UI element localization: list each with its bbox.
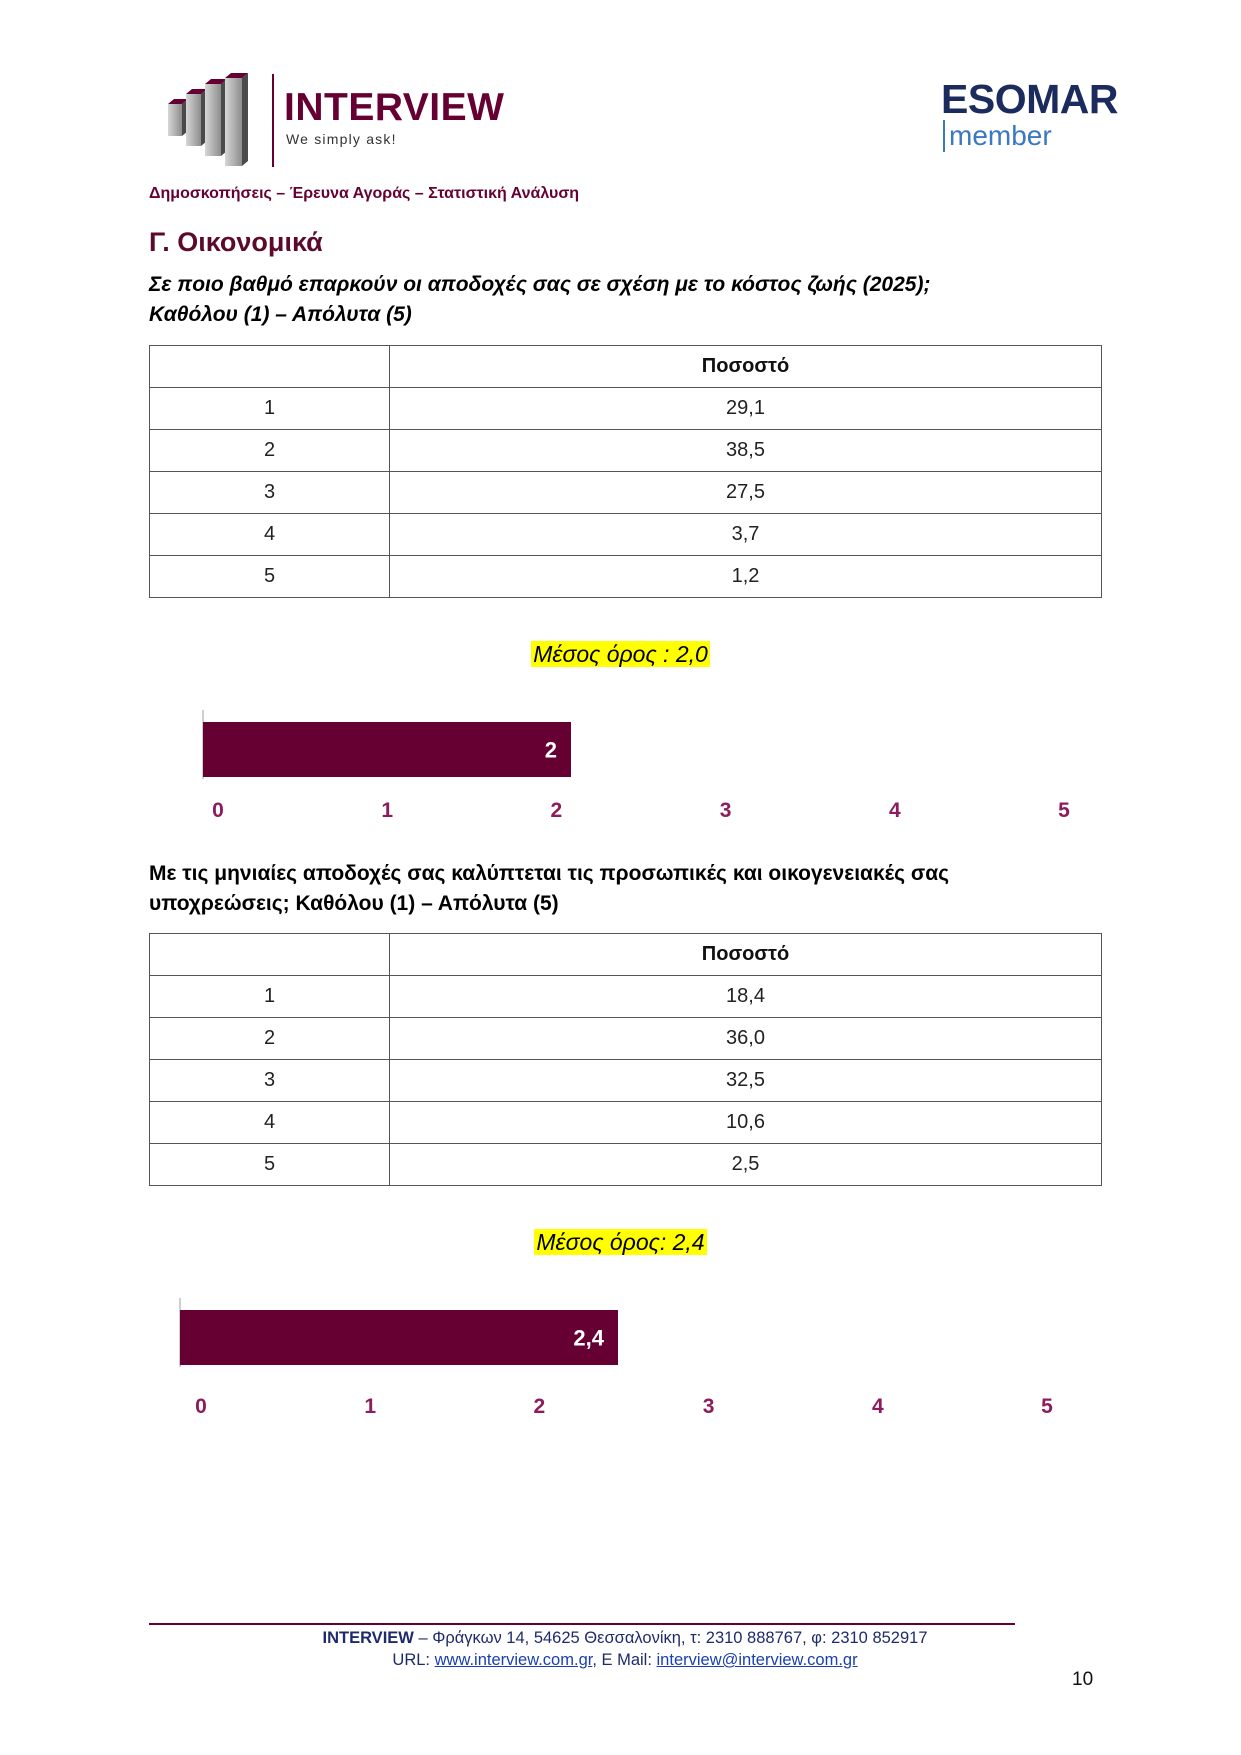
table-header-percent: Ποσοστό — [390, 934, 1102, 976]
row-label: 3 — [150, 472, 390, 514]
row-value: 29,1 — [390, 388, 1102, 430]
question-1-text: Σε ποιο βαθμό επαρκούν οι αποδοχές σας σε σχέση με το κόστος ζωής (2025); — [149, 273, 931, 296]
row-value: 10,6 — [390, 1102, 1102, 1144]
footer-address-text: – Φράγκων 14, 54625 Θεσσαλονίκη, τ: 2310 888767, φ: 2310 852917 — [413, 1629, 928, 1647]
chart-data-label: 2,4 — [573, 1325, 604, 1351]
table-row — [150, 976, 1102, 1018]
question-2-text: Με τις μηνιαίες αποδοχές σας καλύπτεται τις προσωπικές και οικογενειακές σας — [149, 862, 950, 885]
table-row — [150, 430, 1102, 472]
question-2-mean-bar-chart — [0, 1290, 1241, 1425]
chart-tick-label: 5 — [1058, 799, 1070, 822]
table-row — [150, 1102, 1102, 1144]
chart-tick-label: 3 — [719, 799, 732, 822]
chart-tick-label: 1 — [364, 1395, 377, 1418]
table-row — [150, 1144, 1102, 1186]
footer-address — [149, 1628, 1101, 1648]
footer-company: INTERVIEW — [322, 1629, 414, 1647]
table-header-row — [150, 346, 1102, 388]
email-link[interactable]: interview@interview.com.gr — [656, 1651, 858, 1669]
question-2-scale: υποχρεώσεις; Καθόλου (1) – Απόλυτα (5) — [149, 892, 559, 915]
row-label: 1 — [150, 976, 390, 1018]
table-row — [150, 472, 1102, 514]
question-2-mean — [0, 1228, 1241, 1256]
row-value: 38,5 — [390, 430, 1102, 472]
chart-tick-label: 2 — [550, 799, 563, 822]
row-label: 4 — [150, 514, 390, 556]
chart-tick-label: 0 — [212, 799, 224, 822]
esomar-member-label: member — [943, 120, 1052, 152]
chart-data-label: 2 — [544, 737, 557, 763]
row-label: 1 — [150, 388, 390, 430]
page-number: 10 — [1072, 1669, 1094, 1690]
footer-email-label: , E Mail: — [592, 1651, 657, 1669]
chart-tick-label: 1 — [381, 799, 394, 822]
table-header-row — [150, 934, 1102, 976]
logo-bars-icon — [166, 72, 266, 168]
table-header-percent: Ποσοστό — [390, 346, 1102, 388]
row-value: 1,2 — [390, 556, 1102, 598]
table-row — [150, 514, 1102, 556]
row-label: 2 — [150, 430, 390, 472]
question-2-table — [149, 933, 1102, 1186]
chart-tick-label: 4 — [888, 799, 901, 822]
row-value: 18,4 — [390, 976, 1102, 1018]
footer-contact — [149, 1650, 1101, 1670]
chart-bar — [203, 722, 571, 777]
table-row — [150, 556, 1102, 598]
chart-bar — [180, 1310, 618, 1365]
logo-wordmark: INTERVIEW — [284, 86, 505, 129]
question-1-scale: Καθόλου (1) – Απόλυτα (5) — [149, 303, 412, 326]
esomar-logo: ESOMAR — [941, 76, 1118, 122]
chart-tick-label: 3 — [702, 1395, 715, 1418]
table-header-empty — [150, 934, 390, 976]
website-link[interactable]: www.interview.com.gr — [434, 1651, 593, 1669]
row-value: 36,0 — [390, 1018, 1102, 1060]
row-label: 5 — [150, 556, 390, 598]
logo-divider — [272, 74, 274, 167]
table-row — [150, 1060, 1102, 1102]
section-title: Γ. Οικονομικά — [149, 227, 323, 257]
row-value: 32,5 — [390, 1060, 1102, 1102]
question-1-mean — [0, 640, 1241, 668]
row-value: 3,7 — [390, 514, 1102, 556]
row-label: 3 — [150, 1060, 390, 1102]
footer-divider — [149, 1623, 1015, 1625]
table-row — [150, 388, 1102, 430]
row-label: 2 — [150, 1018, 390, 1060]
question-1-mean-bar-chart — [0, 700, 1241, 835]
row-label: 4 — [150, 1102, 390, 1144]
row-value: 27,5 — [390, 472, 1102, 514]
mean-label: Μέσος όρος : 2,0 — [533, 641, 708, 667]
mean-label: Μέσος όρος: 2,4 — [536, 1229, 705, 1255]
chart-tick-label: 0 — [195, 1395, 207, 1418]
chart-tick-label: 2 — [533, 1395, 546, 1418]
company-subtitle: Δημοσκοπήσεις – Έρευνα Αγοράς – Στατιστική Ανάλυση — [149, 185, 580, 202]
chart-tick-label: 4 — [871, 1395, 884, 1418]
table-row — [150, 1018, 1102, 1060]
footer-url-label: URL: — [392, 1651, 435, 1669]
question-1-table — [149, 345, 1102, 598]
chart-tick-label: 5 — [1041, 1395, 1053, 1418]
table-header-empty — [150, 346, 390, 388]
row-value: 2,5 — [390, 1144, 1102, 1186]
logo-tagline: We simply ask! — [286, 131, 397, 147]
row-label: 5 — [150, 1144, 390, 1186]
